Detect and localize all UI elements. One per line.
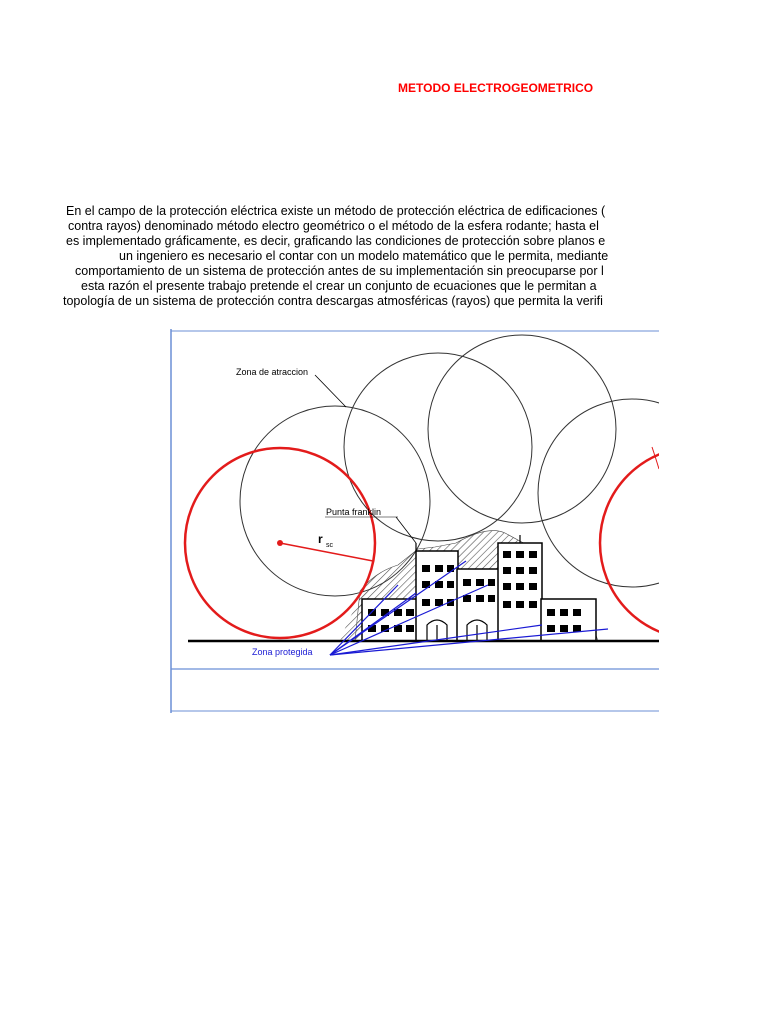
paragraph-line: En el campo de la protección eléctrica existe un método de protección eléctrica de edificaciones ( [66,204,606,218]
paragraph-line: es implementado gráficamente, es decir, graficando las condiciones de protección sobre planos e [66,234,606,248]
protected-zone-label: Zona protegida [252,647,313,657]
paragraph-line: un ingeniero es necesario el contar con un modelo matemático que le permita, mediante [119,249,609,263]
attraction-zone-label: Zona de atraccion [236,367,309,377]
franklin-rod-leader [396,517,416,543]
franklin-rod-label: Punta franklin [326,507,382,517]
rolling-sphere-figure [170,329,659,713]
paragraph-line: esta razón el presente trabajo pretende el crear un conjunto de ecuaciones que le permitan a [81,279,597,293]
radius-subscript: sc [326,542,333,549]
paragraph-line: comportamiento de un sistema de protección antes de su implementación sin preocuparse por l [75,264,604,278]
paragraph-line: topología de un sistema de protección contra descargas atmosféricas (rayos) que permita la verifi [63,294,603,308]
body-paragraph [0,204,659,324]
attraction-zone-leader [315,375,346,407]
document-title: METODO ELECTROGEOMETRICO [398,81,594,95]
figure-frame [171,329,659,713]
radius-symbol: r [318,532,323,546]
radius-marker [277,540,373,561]
paragraph-line: contra rayos) denominado método electro geométrico o el método de la esfera rodante; hasta el [68,219,599,233]
